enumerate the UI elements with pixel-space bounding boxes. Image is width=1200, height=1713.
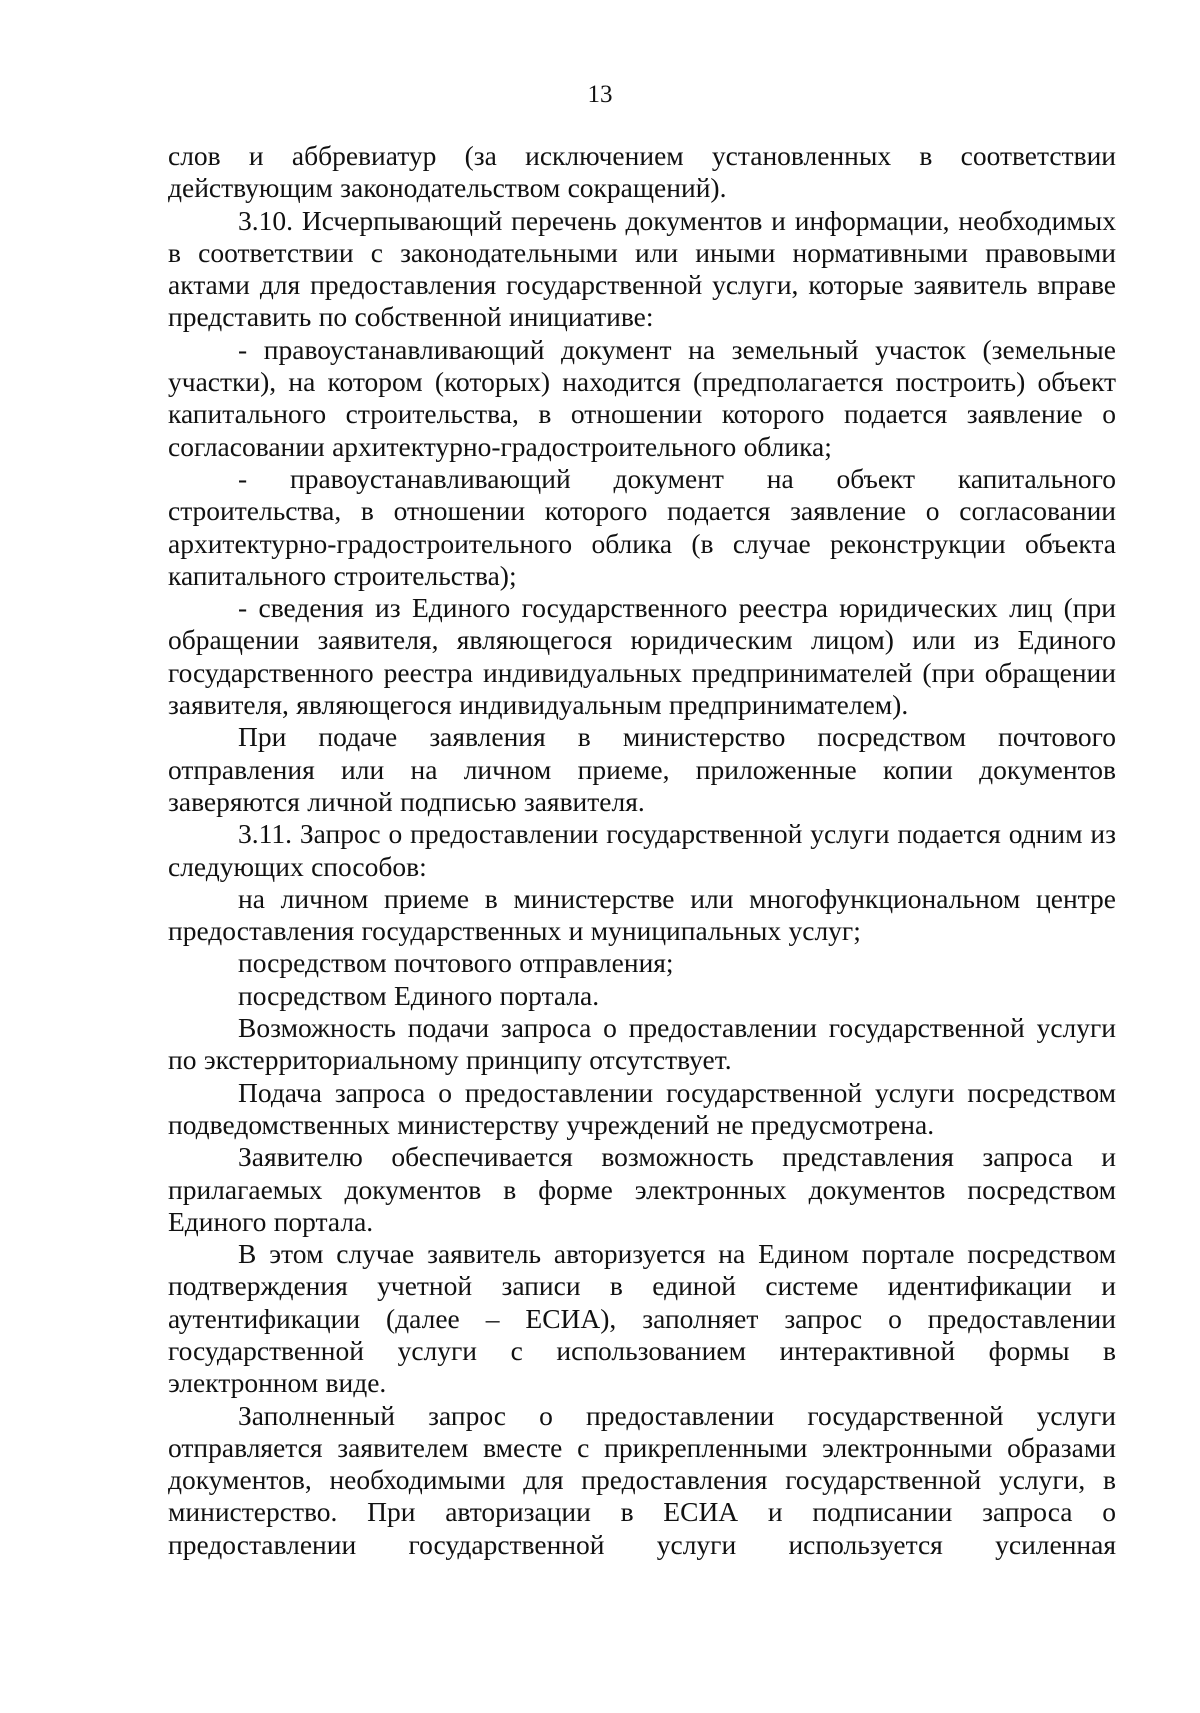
list-item: - правоустанавливающий документ на объект капитального строительства, в отношении которого подается заявление о согласовании архитектурно-градостроительного облика (в случае реконструкции объекта капитального строительства); xyxy=(168,462,1116,591)
list-item: - правоустанавливающий документ на земельный участок (земельные участки), на котором (которых) находится (предполагается построить) объект капитального строительства, в отношении которого подается заявление о согласовании архитектурно-градостроительного облика; xyxy=(168,333,1116,462)
paragraph: Возможность подачи запроса о предоставлении государственной услуги по экстерриториальному принципу отсутствует. xyxy=(168,1012,1116,1076)
paragraph: В этом случае заявитель авторизуется на Едином портале посредством подтверждения учетной записи в единой системе идентификации и аутентификации (далее – ЕСИА), заполняет запрос о предоставлении государственной услуги с использованием интерактивной формы в электронном виде. xyxy=(168,1238,1116,1399)
paragraph: Заявителю обеспечивается возможность представления запроса и прилагаемых документов в форме электронных документов посредством Единого портала. xyxy=(168,1141,1116,1237)
paragraph: 3.11. Запрос о предоставлении государственной услуги подается одним из следующих способов: xyxy=(168,818,1116,882)
page-number: 13 xyxy=(587,81,613,108)
paragraph: Заполненный запрос о предоставлении государственной услуги отправляется заявителем вместе с прикрепленными электронными образами документов, необходимыми для предоставления государственной услуги, в министерство. При авторизации в ЕСИА и подписании запроса о предоставлении государственной услуги используется усиленная xyxy=(168,1399,1116,1560)
paragraph: При подаче заявления в министерство посредством почтового отправления или на личном приеме, приложенные копии документов заверяются личной подписью заявителя. xyxy=(168,721,1116,817)
document-body xyxy=(168,140,1116,1561)
list-item: посредством почтового отправления; xyxy=(238,947,674,979)
paragraph: Подача запроса о предоставлении государственной услуги посредством подведомственных министерству учреждений не предусмотрена. xyxy=(168,1076,1116,1140)
paragraph: 3.10. Исчерпывающий перечень документов и информации, необходимых в соответствии с законодательными или иными нормативными правовыми актами для предоставления государственной услуги, которые заявитель вправе представить по собственной инициативе: xyxy=(168,204,1116,333)
paragraph: слов и аббревиатур (за исключением установленных в соответствии действующим законодательством сокращений). xyxy=(168,140,1116,204)
list-item: на личном приеме в министерстве или многофункциональном центре предоставления государственных и муниципальных услуг; xyxy=(168,882,1116,947)
list-item: - сведения из Единого государственного реестра юридических лиц (при обращении заявителя, являющегося юридическим лицом) или из Единого государственного реестра индивидуальных предпринимателей (при обращении заявителя, являющегося индивидуальным предпринимателем). xyxy=(168,592,1116,721)
list-item: посредством Единого портала. xyxy=(238,979,600,1011)
